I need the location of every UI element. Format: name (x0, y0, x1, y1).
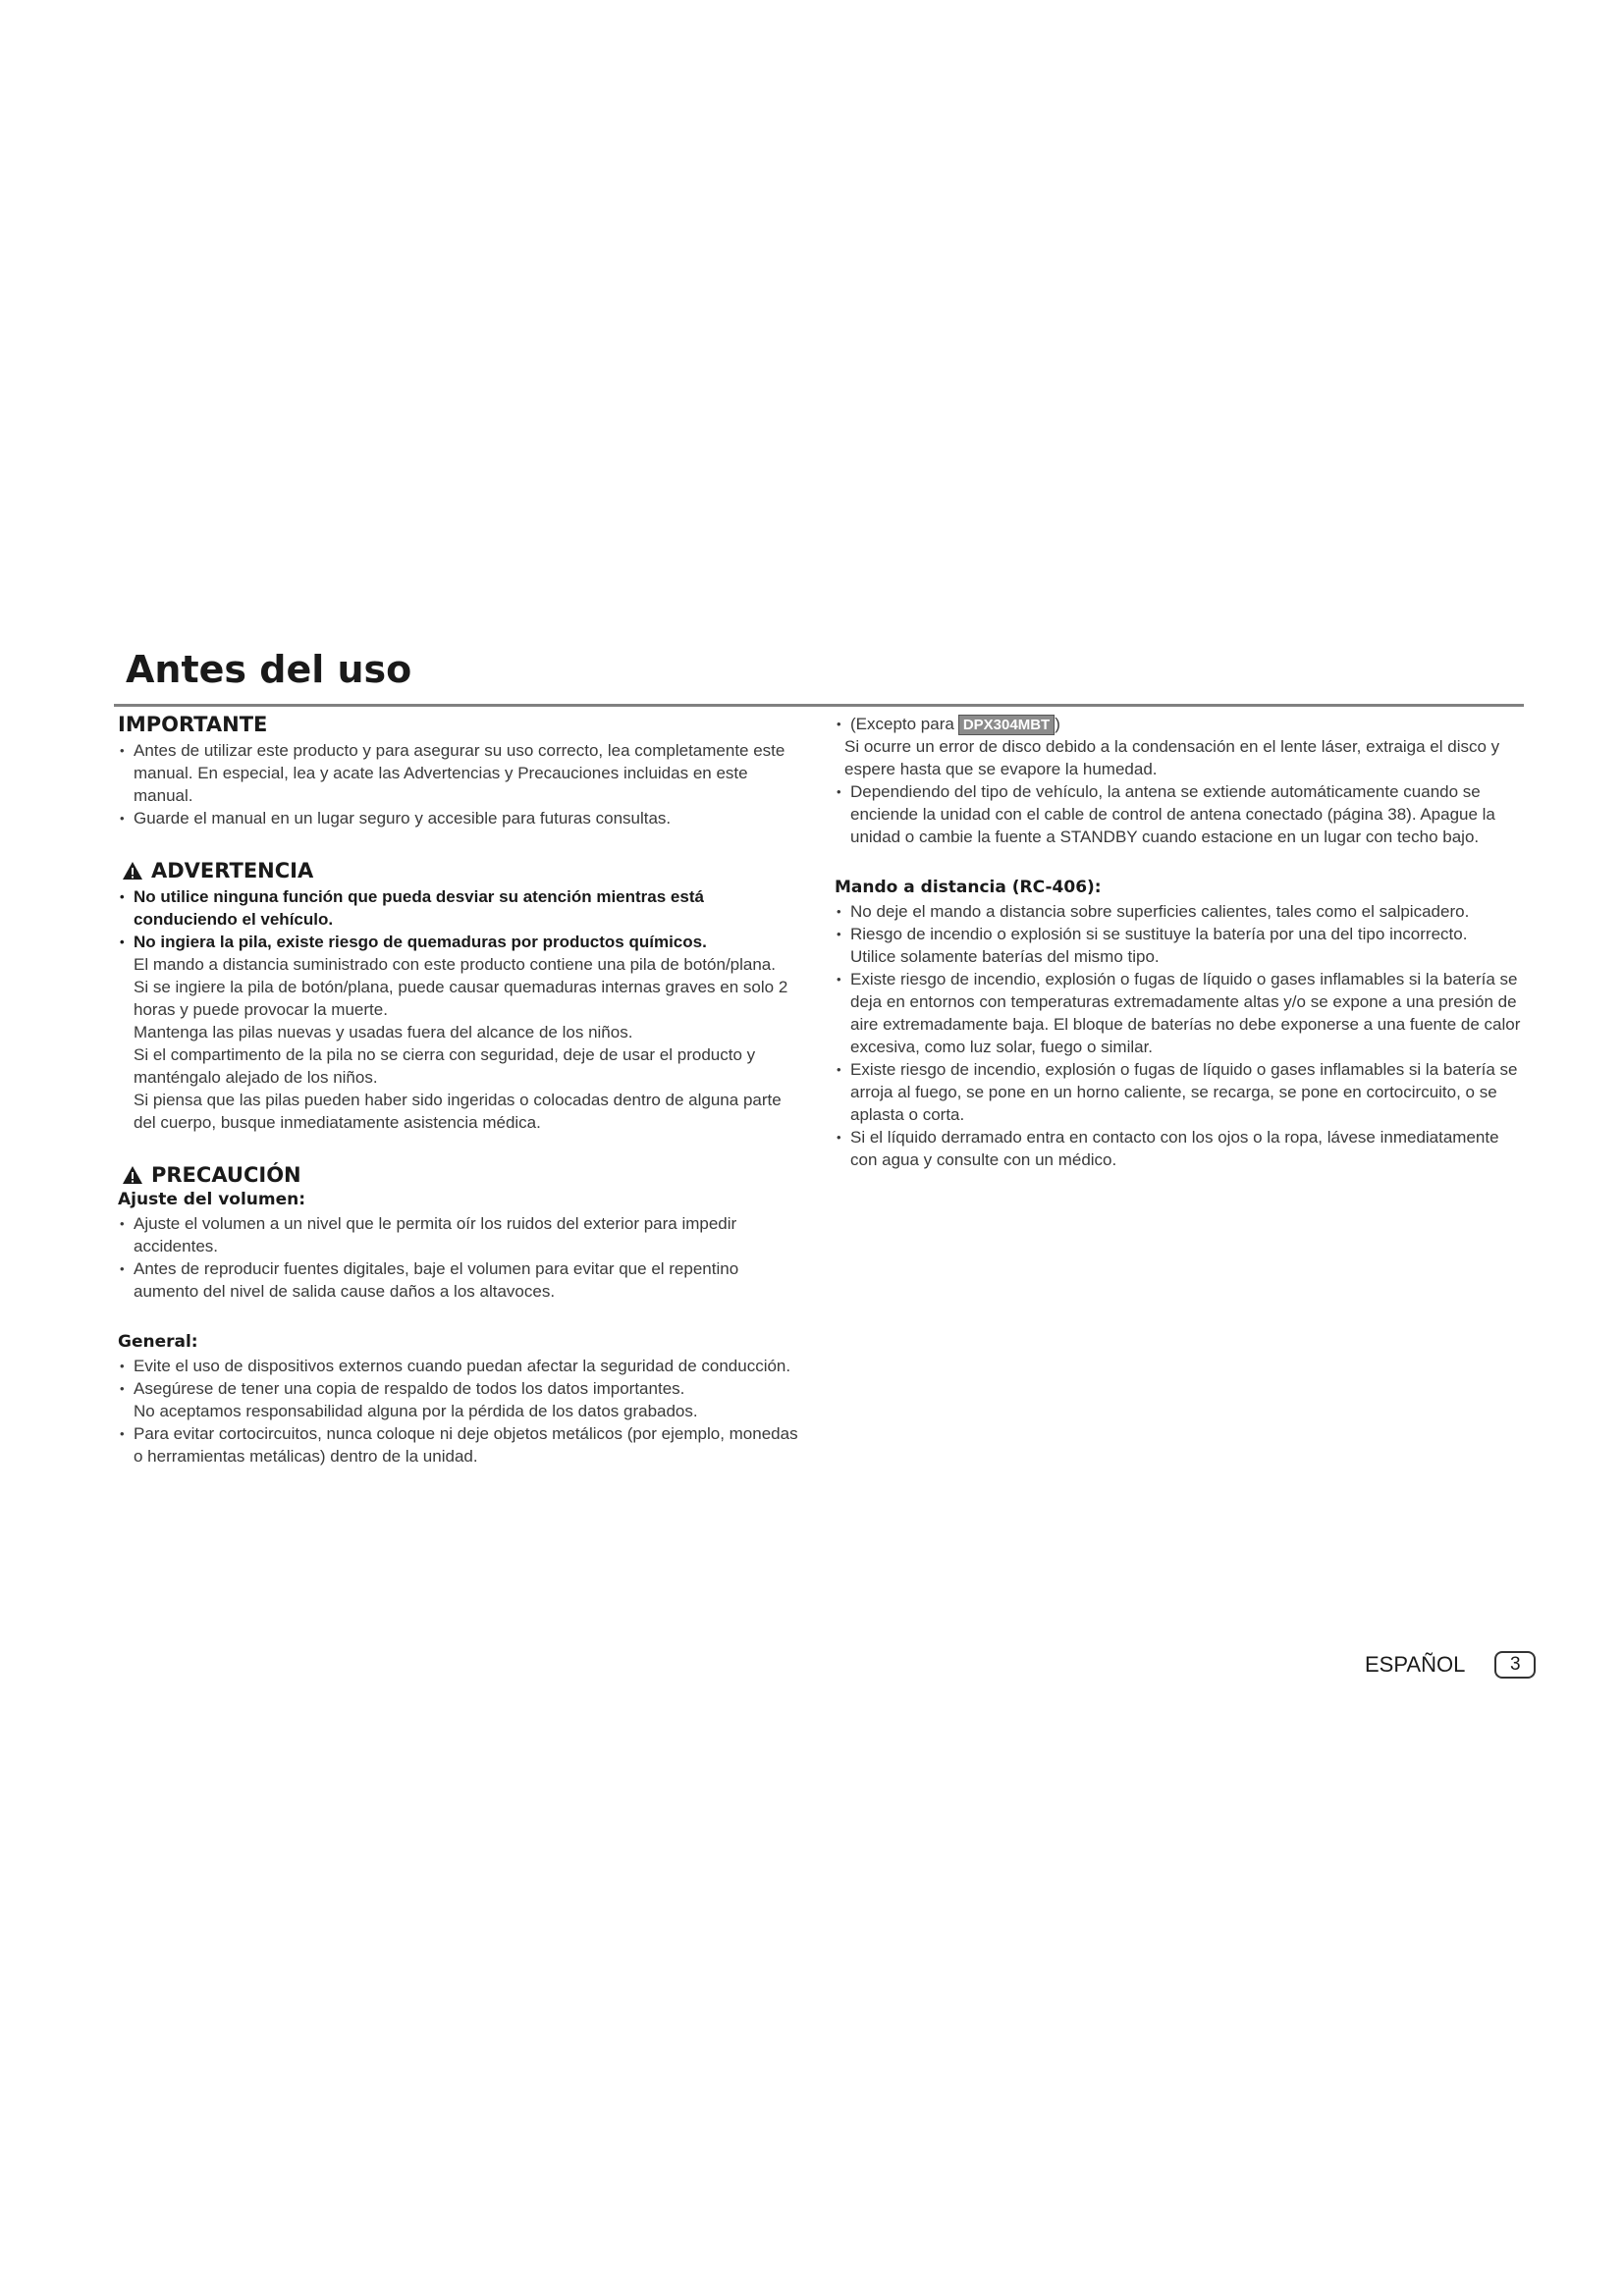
list-item: • Evite el uso de dispositivos externos cuando puedan afectar la seguridad de conducción. (118, 1355, 805, 1377)
list-item-text: Asegúrese de tener una copia de respaldo de todos los datos importantes. (134, 1379, 685, 1398)
list-item: • No utilice ninguna función que pueda desviar su atención mientras está conduciendo el vehículo. (118, 885, 805, 931)
mando-list (835, 900, 1522, 1171)
advertencia-paragraph: Si piensa que las pilas pueden haber sido ingeridas o colocadas dentro de alguna parte del cuerpo, busque inmediatamente asistencia médica. (134, 1091, 782, 1132)
list-item: • Antes de reproducir fuentes digitales, baje el volumen para evitar que el repentino aumento del nivel de salida cause daños a los altavoces. (118, 1257, 805, 1303)
list-item: • Ajuste el volumen a un nivel que le permita oír los ruidos del exterior para impedir accidentes. (118, 1212, 805, 1257)
title-divider (114, 704, 1524, 707)
list-item: • Existe riesgo de incendio, explosión o fugas de líquido o gases inflamables si la batería se arroja al fuego, se pone en un horno caliente, se recarga, se pone en cortocircuito, o se aplasta o corta. (835, 1058, 1522, 1126)
excepto-prefix: (Excepto para (850, 715, 954, 733)
list-item: • Guarde el manual en un lugar seguro y accesible para futuras consultas. (118, 807, 805, 829)
page-footer (1365, 1651, 1536, 1679)
list-item: • Si el líquido derramado entra en contacto con los ojos o la ropa, lávese inmediatamente con agua y consulte con un médico. (835, 1126, 1522, 1171)
importante-heading: IMPORTANTE (118, 713, 268, 736)
list-item (835, 923, 1522, 968)
page-title: Antes del uso (126, 648, 412, 691)
precaucion-heading (118, 1163, 805, 1187)
right-column (835, 713, 1522, 1171)
list-item: • No ingiera la pila, existe riesgo de quemaduras por productos químicos. (118, 931, 805, 953)
list-item (835, 713, 1522, 735)
list-item: • Dependiendo del tipo de vehículo, la antena se extiende automáticamente cuando se enciende la unidad con el cable de control de antena conectado (página 38). Apague la unidad o cambie la fuente a STANDBY cuando estacione en un lugar con techo bajo. (835, 780, 1522, 848)
advertencia-heading (118, 859, 805, 882)
model-badge: DPX304MBT (958, 715, 1055, 735)
advertencia-paragraph: Mantenga las pilas nuevas y usadas fuera del alcance de los niños. (134, 1023, 633, 1041)
list-item: • Existe riesgo de incendio, explosión o fugas de líquido o gases inflamables si la batería se deja en entornos con temperaturas extremadamente altas y/o se expone a una presión de aire extremadamente baja. El bloque de baterías no debe exponerse a una fuente de calor excesiva, como luz solar, fuego o similar. (835, 968, 1522, 1058)
general-heading: General: (118, 1332, 198, 1352)
antenna-list (835, 780, 1522, 848)
warning-icon (122, 861, 143, 881)
advertencia-paragraph: Si el compartimento de la pila no se cierra con seguridad, deje de usar el producto y manténgalo alejado de los niños. (134, 1045, 756, 1087)
language-label: ESPAÑOL (1365, 1652, 1466, 1677)
mando-heading: Mando a distancia (RC-406): (835, 878, 1102, 897)
volumen-heading: Ajuste del volumen: (118, 1190, 306, 1209)
excepto-paragraph: Si ocurre un error de disco debido a la condensación en el lente láser, extraiga el disco y espere hasta que se evapore la humedad. (844, 737, 1500, 778)
list-item-note: No aceptamos responsabilidad alguna por la pérdida de los datos grabados. (134, 1402, 698, 1420)
list-item: • Para evitar cortocircuitos, nunca coloque ni deje objetos metálicos (por ejemplo, monedas o herramientas metálicas) dentro de la unidad. (118, 1422, 805, 1468)
advertencia-bold-list (118, 885, 805, 953)
warning-icon (122, 1165, 143, 1185)
page-number: 3 (1494, 1651, 1536, 1679)
excepto-suffix: ) (1055, 715, 1060, 733)
list-item: • Antes de utilizar este producto y para asegurar su uso correcto, lea completamente este manual. En especial, lea y acate las Advertencias y Precauciones incluidas en este manual. (118, 739, 805, 807)
general-list (118, 1355, 805, 1468)
list-item-note: Utilice solamente baterías del mismo tipo. (850, 947, 1160, 966)
list-item (118, 1377, 805, 1422)
advertencia-heading-label: ADVERTENCIA (151, 859, 314, 882)
list-item: • No deje el mando a distancia sobre superficies calientes, tales como el salpicadero. (835, 900, 1522, 923)
precaucion-heading-label: PRECAUCIÓN (151, 1163, 301, 1187)
importante-list (118, 739, 805, 829)
advertencia-paragraph: El mando a distancia suministrado con este producto contiene una pila de botón/plana. (134, 955, 776, 974)
left-column (118, 713, 805, 1468)
advertencia-paragraph: Si se ingiere la pila de botón/plana, puede causar quemaduras internas graves en solo 2 horas y puede provocar la muerte. (134, 978, 788, 1019)
volumen-list (118, 1212, 805, 1303)
list-item-text: Riesgo de incendio o explosión si se sustituye la batería por una del tipo incorrecto. (850, 925, 1468, 943)
excepto-list (835, 713, 1522, 735)
